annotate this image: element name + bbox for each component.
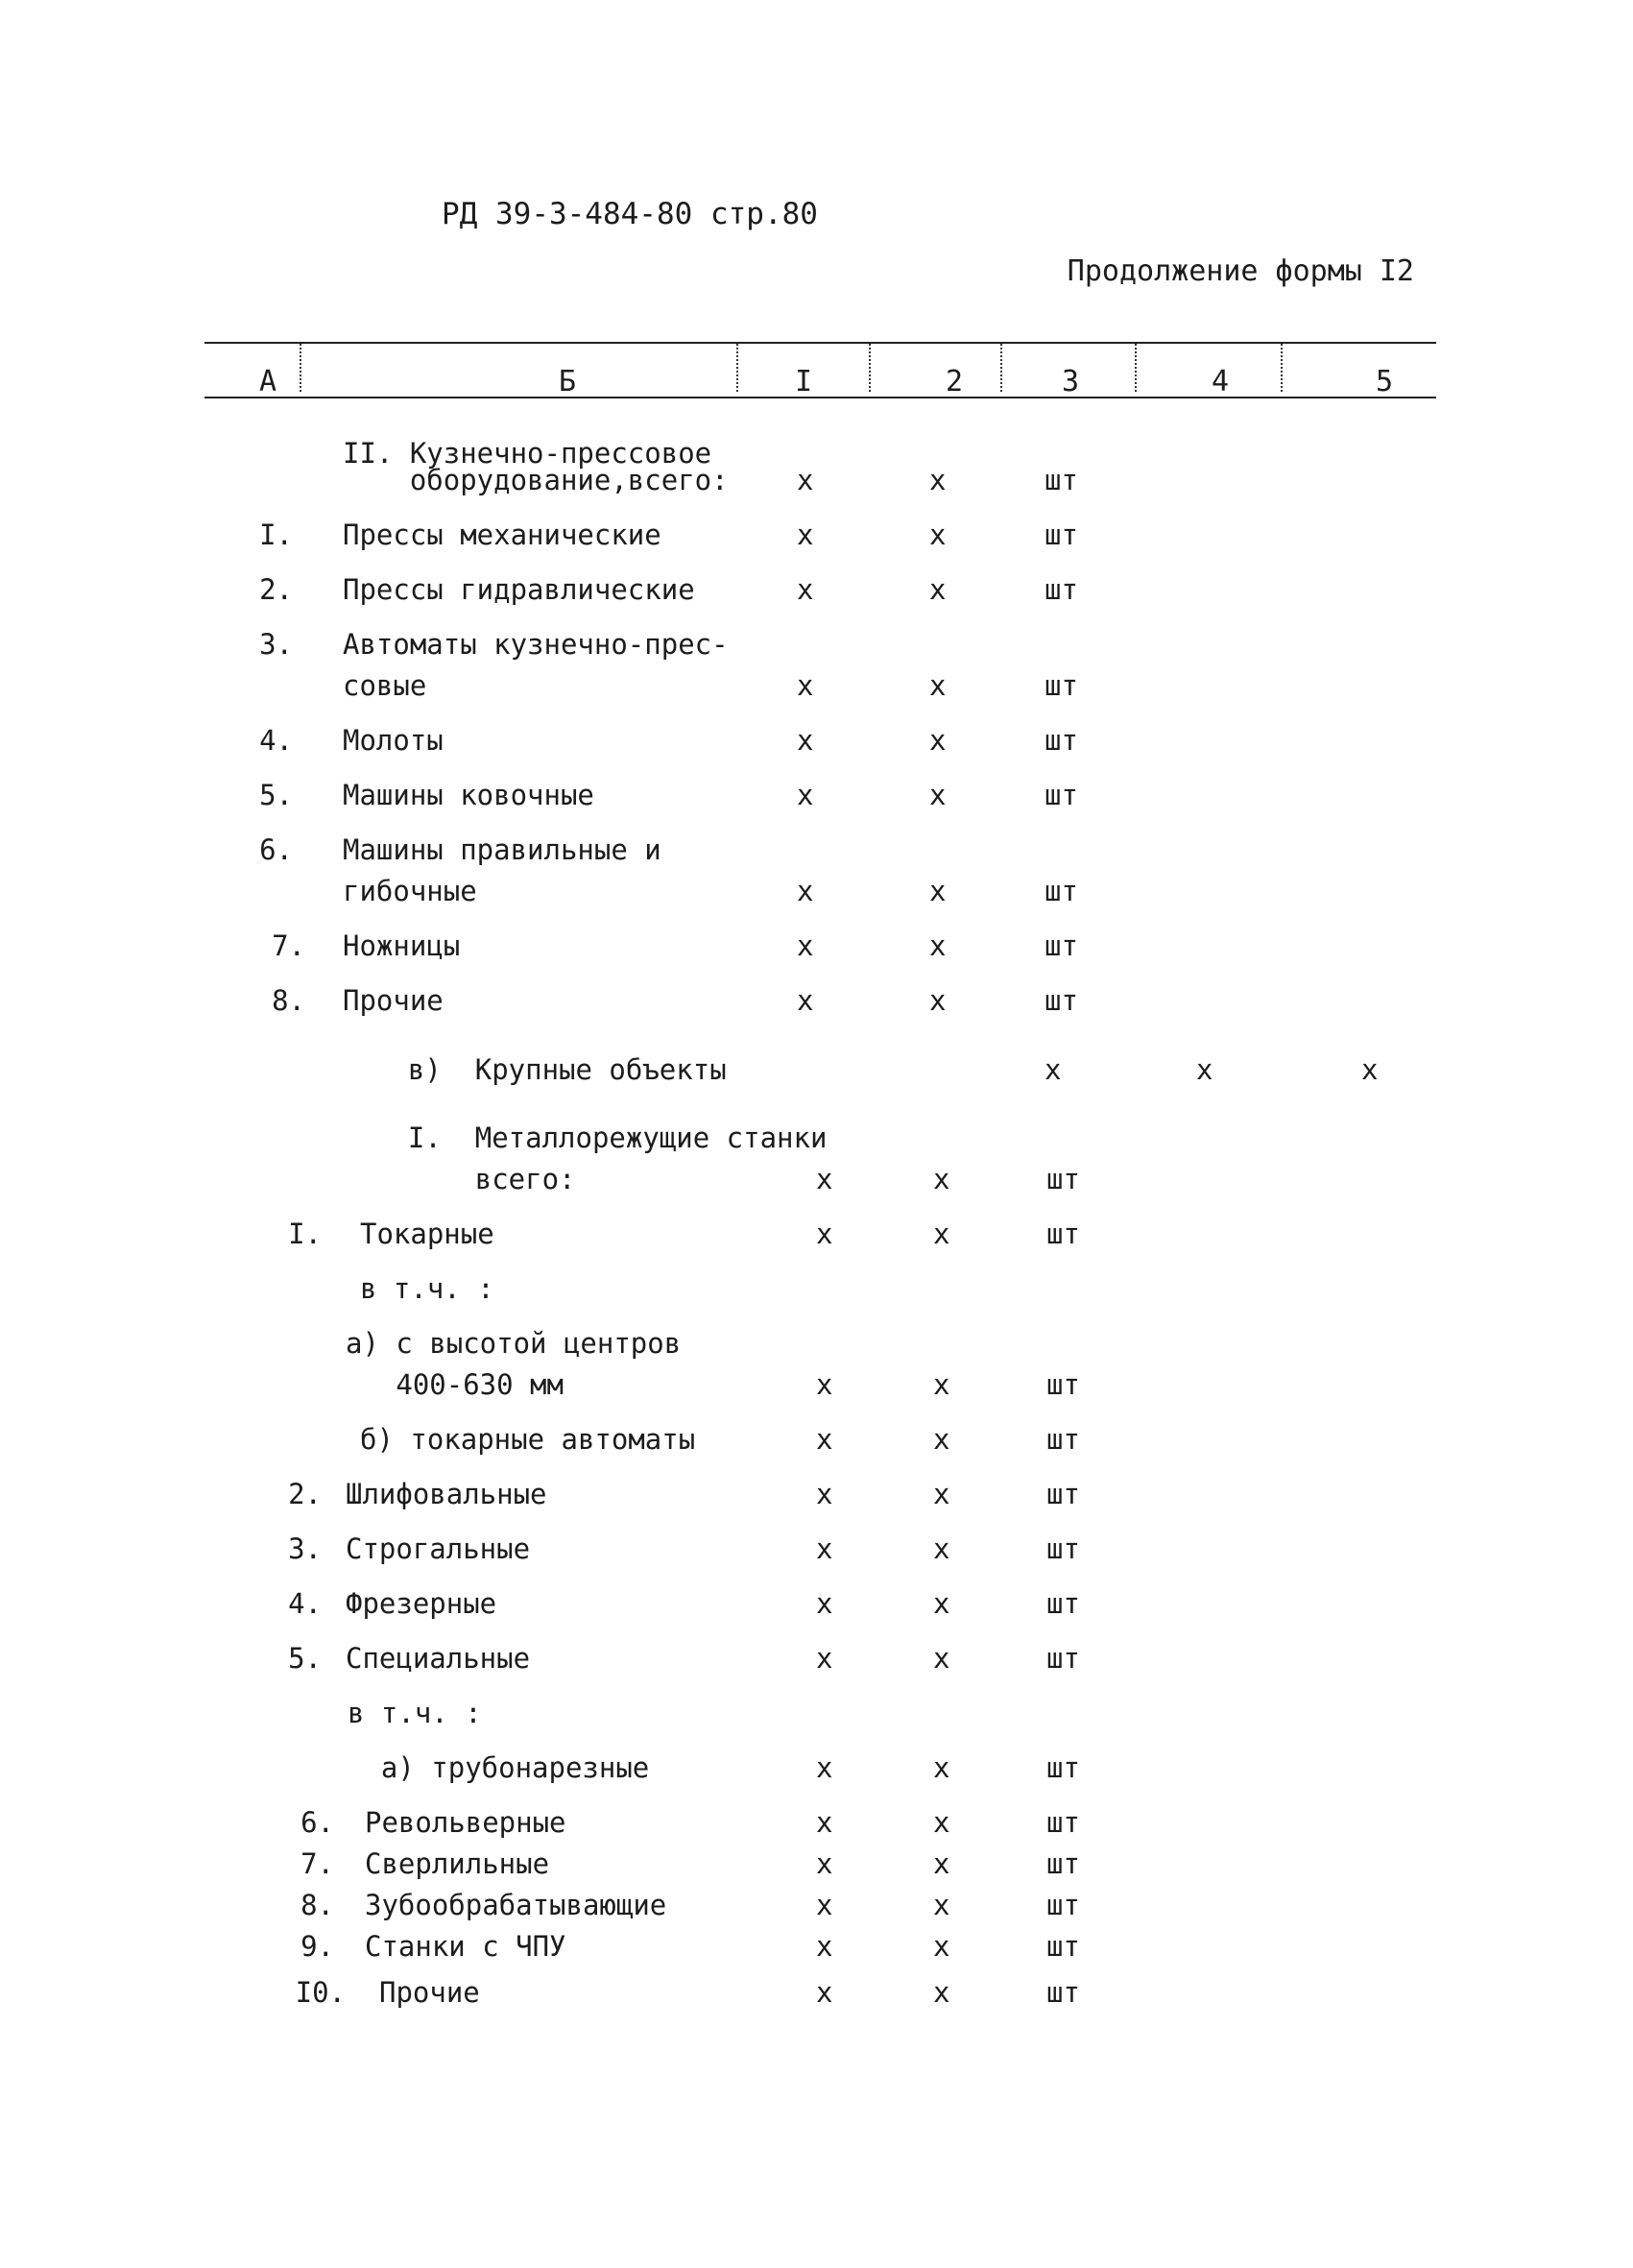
row-label: а) с высотой центров <box>346 1327 682 1360</box>
row-label: Шлифовальные <box>346 1478 547 1510</box>
column-header-2: 2 <box>946 365 964 398</box>
cell-c4: х <box>1196 1053 1213 1086</box>
table-row <box>0 1847 1633 1888</box>
cell-c2: х <box>933 1930 950 1963</box>
table-row <box>0 1587 1633 1628</box>
cell-c1: х <box>816 1478 833 1510</box>
row-number: 2. <box>288 1478 322 1510</box>
table-row <box>0 1806 1633 1846</box>
table-row <box>0 1122 1633 1162</box>
table-row <box>0 1697 1633 1737</box>
table-row <box>0 779 1633 819</box>
header-bottom-rule <box>204 397 1436 398</box>
row-label: II. Кузнечно-прессовое <box>343 437 712 470</box>
column-header-4: 4 <box>1212 365 1230 398</box>
table-row <box>0 628 1633 668</box>
row-number: I. <box>259 519 293 551</box>
cell-c2: х <box>933 1532 950 1565</box>
table-row <box>0 833 1633 874</box>
table-row <box>0 1272 1633 1313</box>
row-label: Строгальные <box>346 1532 531 1565</box>
cell-c3: х <box>1045 1053 1062 1086</box>
row-label: Машины ковочные <box>343 779 594 811</box>
cell-c1: х <box>816 1847 833 1880</box>
column-header-3: 3 <box>1062 365 1080 398</box>
column-separator <box>736 344 738 392</box>
column-separator <box>1135 344 1137 392</box>
cell-c2: х <box>933 1478 950 1510</box>
row-label: а) трубонарезные <box>348 1751 650 1784</box>
cell-c2: х <box>933 1806 950 1839</box>
row-number: 4. <box>259 724 293 757</box>
cell-c1: х <box>816 1423 833 1456</box>
row-number: 8. <box>300 1889 334 1921</box>
cell-c2: х <box>929 875 947 907</box>
cell-c3: шт <box>1046 1806 1080 1839</box>
cell-c3: шт <box>1046 1930 1080 1963</box>
table-row <box>0 929 1633 970</box>
cell-c3: шт <box>1046 1218 1080 1250</box>
row-label: Фрезерные <box>346 1587 497 1620</box>
table-row <box>0 1327 1633 1367</box>
cell-c3: шт <box>1046 1423 1080 1456</box>
table-row <box>0 1976 1633 2016</box>
row-label: всего: <box>374 1163 576 1195</box>
cell-c2: х <box>929 724 947 757</box>
row-number: I. <box>288 1218 322 1250</box>
table-row <box>0 1930 1633 1970</box>
cell-c1: х <box>816 1587 833 1620</box>
row-label: совые <box>343 669 427 702</box>
cell-c1: х <box>816 1976 833 2009</box>
row-number: 2. <box>259 573 293 606</box>
cell-c1: х <box>797 464 814 496</box>
cell-c1: х <box>816 1642 833 1675</box>
cell-c3: шт <box>1046 1889 1080 1921</box>
row-label: Зубообрабатывающие <box>365 1889 667 1921</box>
row-label: Автоматы кузнечно-прес- <box>343 628 729 661</box>
cell-c3: шт <box>1045 573 1078 606</box>
cell-c2: х <box>933 1163 950 1195</box>
cell-c2: х <box>933 1847 950 1880</box>
row-number: 6. <box>259 833 293 866</box>
cell-c3: шт <box>1046 1587 1080 1620</box>
cell-c1: х <box>797 875 814 907</box>
cell-c3: шт <box>1046 1368 1080 1401</box>
cell-c1: х <box>816 1889 833 1921</box>
row-label: в т.ч. : <box>348 1697 482 1729</box>
row-label: в т.ч. : <box>360 1272 494 1305</box>
row-label: Прочие <box>343 984 444 1017</box>
row-number: 7. <box>300 1847 334 1880</box>
cell-c3: шт <box>1046 1976 1080 2009</box>
cell-c3: шт <box>1045 984 1078 1017</box>
cell-c5: х <box>1361 1053 1379 1086</box>
table-row <box>0 519 1633 559</box>
row-label: Прессы механические <box>343 519 661 551</box>
row-label: Молоты <box>343 724 444 757</box>
cell-c2: х <box>929 779 947 811</box>
row-number: 4. <box>288 1587 322 1620</box>
row-label: 400-630 мм <box>346 1368 564 1401</box>
column-separator <box>1000 344 1002 392</box>
cell-c1: х <box>797 929 814 962</box>
cell-c2: х <box>933 1889 950 1921</box>
column-header-b: Б <box>559 365 577 398</box>
cell-c1: х <box>797 519 814 551</box>
form-continuation: Продолжение формы I2 <box>1067 254 1414 288</box>
cell-c1: х <box>816 1532 833 1565</box>
row-label: Прессы гидравлические <box>343 573 695 606</box>
row-label: Специальные <box>346 1642 531 1675</box>
column-header-5: 5 <box>1376 365 1394 398</box>
column-separator <box>1281 344 1283 392</box>
row-label: оборудование,всего: <box>343 464 729 496</box>
cell-c2: х <box>933 1751 950 1784</box>
row-number: 7. <box>272 929 305 962</box>
cell-c2: х <box>929 984 947 1017</box>
cell-c1: х <box>797 669 814 702</box>
cell-c3: шт <box>1045 929 1078 962</box>
cell-c2: х <box>929 519 947 551</box>
row-label: Ножницы <box>343 929 461 962</box>
table-row <box>0 1218 1633 1258</box>
row-label: Станки с ЧПУ <box>365 1930 566 1963</box>
cell-c3: шт <box>1046 1642 1080 1675</box>
cell-c1: х <box>816 1218 833 1250</box>
table-row <box>0 1368 1633 1409</box>
cell-c2: х <box>933 1642 950 1675</box>
cell-c1: х <box>797 724 814 757</box>
row-label: Прочие <box>379 1976 480 2009</box>
cell-c1: х <box>816 1806 833 1839</box>
cell-c3: шт <box>1046 1751 1080 1784</box>
row-label: б) токарные автоматы <box>360 1423 696 1456</box>
cell-c2: х <box>933 1368 950 1401</box>
cell-c3: шт <box>1046 1478 1080 1510</box>
row-number: 8. <box>272 984 305 1017</box>
row-number: 5. <box>288 1642 322 1675</box>
row-number: 6. <box>300 1806 334 1839</box>
cell-c2: х <box>933 1587 950 1620</box>
table-row <box>0 1423 1633 1463</box>
table-row <box>0 573 1633 614</box>
table-row <box>0 1751 1633 1792</box>
cell-c1: х <box>797 984 814 1017</box>
table-row <box>0 875 1633 915</box>
cell-c2: х <box>933 1218 950 1250</box>
cell-c3: шт <box>1046 1163 1080 1195</box>
cell-c3: шт <box>1045 519 1078 551</box>
cell-c3: шт <box>1046 1847 1080 1880</box>
cell-c2: х <box>929 464 947 496</box>
column-separator <box>300 344 301 392</box>
row-number: 5. <box>259 779 293 811</box>
row-label: Револьверные <box>365 1806 566 1839</box>
table-row <box>0 1163 1633 1203</box>
table-row <box>0 1053 1633 1094</box>
column-header-1: I <box>795 365 813 398</box>
cell-c1: х <box>816 1751 833 1784</box>
table-row <box>0 724 1633 764</box>
document-id: РД 39-3-484-80 стр.80 <box>442 197 818 231</box>
cell-c1: х <box>816 1163 833 1195</box>
row-number: 9. <box>300 1930 334 1963</box>
row-label: гибочные <box>343 875 477 907</box>
row-label: Сверлильные <box>365 1847 550 1880</box>
cell-c3: шт <box>1045 875 1078 907</box>
table-row <box>0 669 1633 710</box>
column-separator <box>869 344 871 392</box>
column-header-a: А <box>259 365 277 398</box>
table-row <box>0 1478 1633 1518</box>
cell-c2: х <box>933 1423 950 1456</box>
row-label: в) Крупные объекты <box>374 1053 727 1086</box>
cell-c3: шт <box>1045 669 1078 702</box>
cell-c1: х <box>816 1930 833 1963</box>
cell-c3: шт <box>1045 779 1078 811</box>
table-row <box>0 1532 1633 1573</box>
table-row <box>0 464 1633 504</box>
row-number: I0. <box>295 1976 346 2009</box>
row-label: I. Металлорежущие станки <box>374 1122 828 1154</box>
table-top-rule <box>204 342 1436 344</box>
cell-c2: х <box>929 929 947 962</box>
table-row <box>0 1642 1633 1682</box>
cell-c2: х <box>933 1976 950 2009</box>
cell-c3: шт <box>1046 1532 1080 1565</box>
cell-c3: шт <box>1045 724 1078 757</box>
row-number: 3. <box>259 628 293 661</box>
row-label: Машины правильные и <box>343 833 661 866</box>
cell-c2: х <box>929 573 947 606</box>
cell-c1: х <box>797 573 814 606</box>
table-row <box>0 984 1633 1025</box>
row-number: 3. <box>288 1532 322 1565</box>
cell-c3: шт <box>1045 464 1078 496</box>
cell-c1: х <box>816 1368 833 1401</box>
row-label: Токарные <box>360 1218 494 1250</box>
cell-c1: х <box>797 779 814 811</box>
table-row <box>0 1889 1633 1929</box>
cell-c2: х <box>929 669 947 702</box>
